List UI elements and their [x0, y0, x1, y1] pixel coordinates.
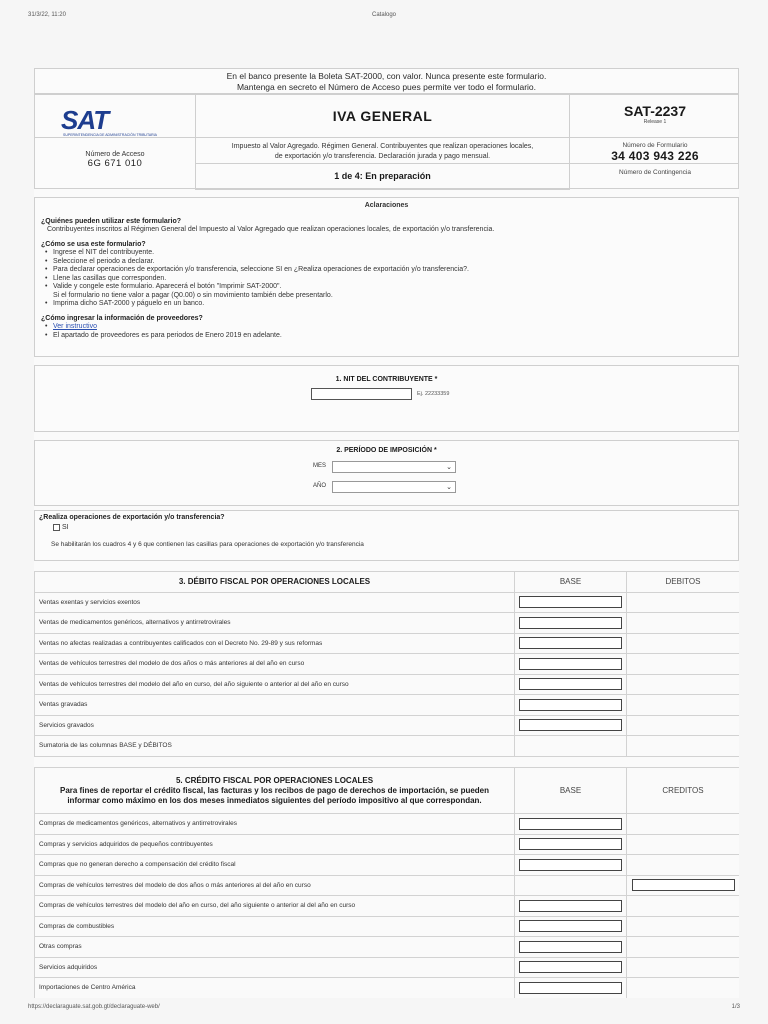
- table-row: [35, 957, 740, 978]
- row-label: Sumatoria de las columnas BASE y DÉBITOS: [35, 736, 515, 757]
- row-label: Compras de medicamentos genéricos, alternativos y antirretrovirales: [35, 814, 515, 835]
- row-label: Importaciones de Centro América: [35, 978, 515, 999]
- export-si-label: SI: [62, 524, 69, 531]
- step-continuation: Si el formulario no tiene valor a pagar (Q0.00) o sin movimiento también debe presentarlo.: [53, 291, 333, 299]
- credito-header: [35, 768, 515, 814]
- table-row: [35, 715, 740, 736]
- print-page-title: Catalogo: [371, 12, 397, 18]
- row-label: Servicios adquiridos: [35, 957, 515, 978]
- base-input[interactable]: [519, 900, 622, 912]
- form-status: 1 de 4: En preparación: [195, 163, 570, 190]
- row-label: Ventas gravadas: [35, 695, 515, 716]
- debitos-cell: [627, 633, 740, 654]
- table-row: [35, 633, 740, 654]
- table-row: [35, 674, 740, 695]
- step-item: • Llene las casillas que corresponden.: [53, 275, 732, 284]
- print-datetime: 31/3/22, 11:20: [28, 12, 66, 18]
- credito-subtitle: Para fines de reportar el crédito fiscal, las facturas y los recibos de pago de derechos de importación, se pueden informar como máximo en los dos meses inmediatos siguientes del período impositivo al que correspondan.: [59, 785, 490, 805]
- notice-banner: [34, 68, 739, 94]
- debitos-cell: [627, 695, 740, 716]
- debito-title: 3. DÉBITO FISCAL POR OPERACIONES LOCALES: [35, 572, 515, 593]
- debitos-cell: [627, 613, 740, 634]
- base-input[interactable]: [519, 920, 622, 932]
- sat-logo: [61, 105, 176, 139]
- base-input[interactable]: [519, 699, 622, 711]
- credito-col-base: BASE: [515, 768, 627, 814]
- aclaraciones-question-2: ¿Cómo se usa este formulario?: [41, 240, 146, 248]
- access-number-label: Número de Acceso: [85, 151, 145, 158]
- chevron-down-icon: ⌄: [446, 464, 452, 471]
- table-row: [35, 592, 740, 613]
- anio-select[interactable]: [332, 481, 456, 493]
- anio-label: AÑO: [313, 483, 327, 489]
- notice-line-2: Mantenga en secreto el Número de Acceso pues permite ver todo el formulario.: [236, 82, 537, 92]
- debito-fiscal-table: [34, 571, 739, 757]
- sat-logo-tagline: SUPERINTENDENCIA DE ADMINISTRACIÓN TRIBUTARIA: [63, 133, 157, 137]
- export-question: ¿Realiza operaciones de exportación y/o transferencia?: [39, 514, 225, 521]
- aclaraciones-answer-1: Contribuyentes inscritos al Régimen General del Impuesto al Valor Agregado que realizan operaciones locales, de exportación y/o transferencia.: [47, 226, 495, 233]
- base-input[interactable]: [519, 658, 622, 670]
- instructivo-item: [53, 323, 732, 332]
- step-item: • Valide y congele este formulario. Aparecerá el botón "Imprimir SAT-2000".: [53, 283, 732, 292]
- creditos-cell: [627, 937, 740, 958]
- form-description-line-1: Impuesto al Valor Agregado. Régimen General. Contribuyentes que realizan operaciones locales,: [231, 143, 534, 150]
- row-label: Ventas exentas y servicios exentos: [35, 592, 515, 613]
- base-input[interactable]: [519, 596, 622, 608]
- form-header: [34, 94, 739, 189]
- base-input[interactable]: [519, 818, 622, 830]
- row-label: Ventas de vehículos terrestres del modelo del año en curso, del año siguiente o anterior al del año en curso: [35, 674, 515, 695]
- aclaraciones-question-1: ¿Quiénes pueden utilizar este formulario?: [41, 217, 182, 225]
- step-item: • Imprima dicho SAT-2000 y páguelo en un banco.: [53, 300, 732, 309]
- base-input[interactable]: [519, 982, 622, 994]
- table-row: [35, 654, 740, 675]
- base-input[interactable]: [519, 617, 622, 629]
- mes-label: MES: [313, 463, 327, 469]
- form-code: SAT-2237: [624, 103, 686, 119]
- access-number: 6G 671 010: [87, 158, 143, 169]
- step-item: • Para declarar operaciones de exportación y/o transferencia, seleccione SI en ¿Realiza operaciones de exportación y/o transferencia?.: [53, 266, 732, 275]
- creditos-cell: [627, 814, 740, 835]
- row-label: Compras y servicios adquiridos de pequeños contribuyentes: [35, 834, 515, 855]
- creditos-cell: [627, 957, 740, 978]
- ver-instructivo-link[interactable]: Ver instructivo: [53, 323, 97, 330]
- form-sheet: [34, 68, 739, 998]
- export-note: Se habilitarán los cuadros 4 y 6 que contienen las casillas para operaciones de exportación y/o transferencia: [51, 541, 364, 548]
- print-page-number: 1/3: [731, 1004, 740, 1010]
- row-label: Ventas no afectas realizadas a contribuyentes calificados con el Decreto No. 29-89 y sus reformas: [35, 633, 515, 654]
- periodo-title: 2. PERÍODO DE IMPOSICIÓN *: [336, 447, 437, 454]
- print-footer: [28, 1004, 740, 1010]
- nit-input[interactable]: [311, 388, 412, 400]
- table-row: [35, 937, 740, 958]
- aclaraciones-title: Aclaraciones: [364, 202, 409, 209]
- table-row: [35, 834, 740, 855]
- nit-title: 1. NIT DEL CONTRIBUYENTE *: [335, 376, 438, 383]
- row-label: Ventas de vehículos terrestres del modelo de dos años o más anteriores al del año en curso: [35, 654, 515, 675]
- form-number-box: [570, 137, 739, 163]
- table-row: [35, 916, 740, 937]
- base-cell: [515, 736, 627, 757]
- row-label: Compras de vehículos terrestres del modelo de dos años o más anteriores al del año en curso: [35, 875, 515, 896]
- credito-fiscal-table: [34, 767, 739, 998]
- nit-example: Ej. 22233359: [417, 391, 450, 397]
- form-description: [195, 137, 570, 163]
- notice-line-1: En el banco presente la Boleta SAT-2000, con valor. Nunca presente este formulario.: [226, 71, 547, 81]
- table-row: [35, 875, 740, 896]
- debitos-cell: [627, 654, 740, 675]
- step-item: • Ingrese el NIT del contribuyente.: [53, 249, 732, 258]
- debitos-cell: [627, 715, 740, 736]
- base-input[interactable]: [519, 961, 622, 973]
- creditos-cell: [627, 834, 740, 855]
- nit-section: [34, 365, 739, 432]
- periodo-section: [34, 440, 739, 506]
- base-input[interactable]: [519, 859, 622, 871]
- form-release: Release 1: [643, 119, 667, 125]
- row-label: Compras de vehículos terrestres del modelo del año en curso, del año siguiente o anterior al del año en curso: [35, 896, 515, 917]
- table-row: [35, 896, 740, 917]
- base-cell: [515, 875, 627, 896]
- creditos-input[interactable]: [632, 879, 735, 891]
- debitos-cell: [627, 592, 740, 613]
- access-number-box: [35, 137, 195, 190]
- row-label: Compras que no generan derecho a compensación del crédito fiscal: [35, 855, 515, 876]
- contingency-number: Número de Contingencia: [570, 163, 739, 190]
- aclaraciones-steps-tail: [41, 300, 732, 309]
- debito-col-base: BASE: [515, 572, 627, 593]
- credito-col-creditos: CREDITOS: [627, 768, 740, 814]
- table-row: [35, 613, 740, 634]
- table-row: [35, 736, 740, 757]
- creditos-cell: [627, 916, 740, 937]
- table-row: [35, 814, 740, 835]
- debitos-cell: [627, 736, 740, 757]
- creditos-cell: [627, 896, 740, 917]
- sat-logo-mark: SAT: [61, 105, 109, 135]
- print-url: https://declaraguate.sat.gob.gt/declaraguate-web/: [28, 1004, 160, 1010]
- credito-title: 5. CRÉDITO FISCAL POR OPERACIONES LOCALES: [175, 775, 374, 785]
- form-number-label: Número de Formulario: [622, 142, 688, 149]
- form-code-box: [570, 95, 739, 137]
- table-row: [35, 978, 740, 999]
- aclaraciones-steps: [41, 249, 732, 292]
- row-label: Ventas de medicamentos genéricos, alternativos y antirretrovirales: [35, 613, 515, 634]
- base-input[interactable]: [519, 941, 622, 953]
- row-label: Compras de combustibles: [35, 916, 515, 937]
- base-input[interactable]: [519, 838, 622, 850]
- form-title: IVA GENERAL: [195, 95, 570, 137]
- export-si-checkbox[interactable]: [53, 524, 60, 531]
- debitos-cell: [627, 674, 740, 695]
- debito-col-debitos: DEBITOS: [627, 572, 740, 593]
- row-label: Otras compras: [35, 937, 515, 958]
- creditos-cell: [627, 978, 740, 999]
- base-input[interactable]: [519, 678, 622, 690]
- table-row: [35, 695, 740, 716]
- step-item: • Seleccione el periodo a declarar.: [53, 258, 732, 267]
- base-input[interactable]: [519, 637, 622, 649]
- export-section: [34, 510, 739, 561]
- base-input[interactable]: [519, 719, 622, 731]
- mes-select[interactable]: [332, 461, 456, 473]
- aclaraciones-question-3: ¿Cómo ingresar la información de proveedores?: [41, 314, 203, 322]
- creditos-cell: [627, 855, 740, 876]
- table-row: [35, 855, 740, 876]
- row-label: Servicios gravados: [35, 715, 515, 736]
- aclaraciones-section: [34, 197, 739, 357]
- form-number: 34 403 943 226: [611, 149, 699, 163]
- chevron-down-icon: ⌄: [446, 484, 452, 491]
- proveedores-list: [41, 323, 732, 340]
- proveedores-note: • El apartado de proveedores es para periodos de Enero 2019 en adelante.: [53, 332, 732, 341]
- form-description-line-2: de exportación y/o transferencia. Declaración jurada y pago mensual.: [274, 152, 491, 160]
